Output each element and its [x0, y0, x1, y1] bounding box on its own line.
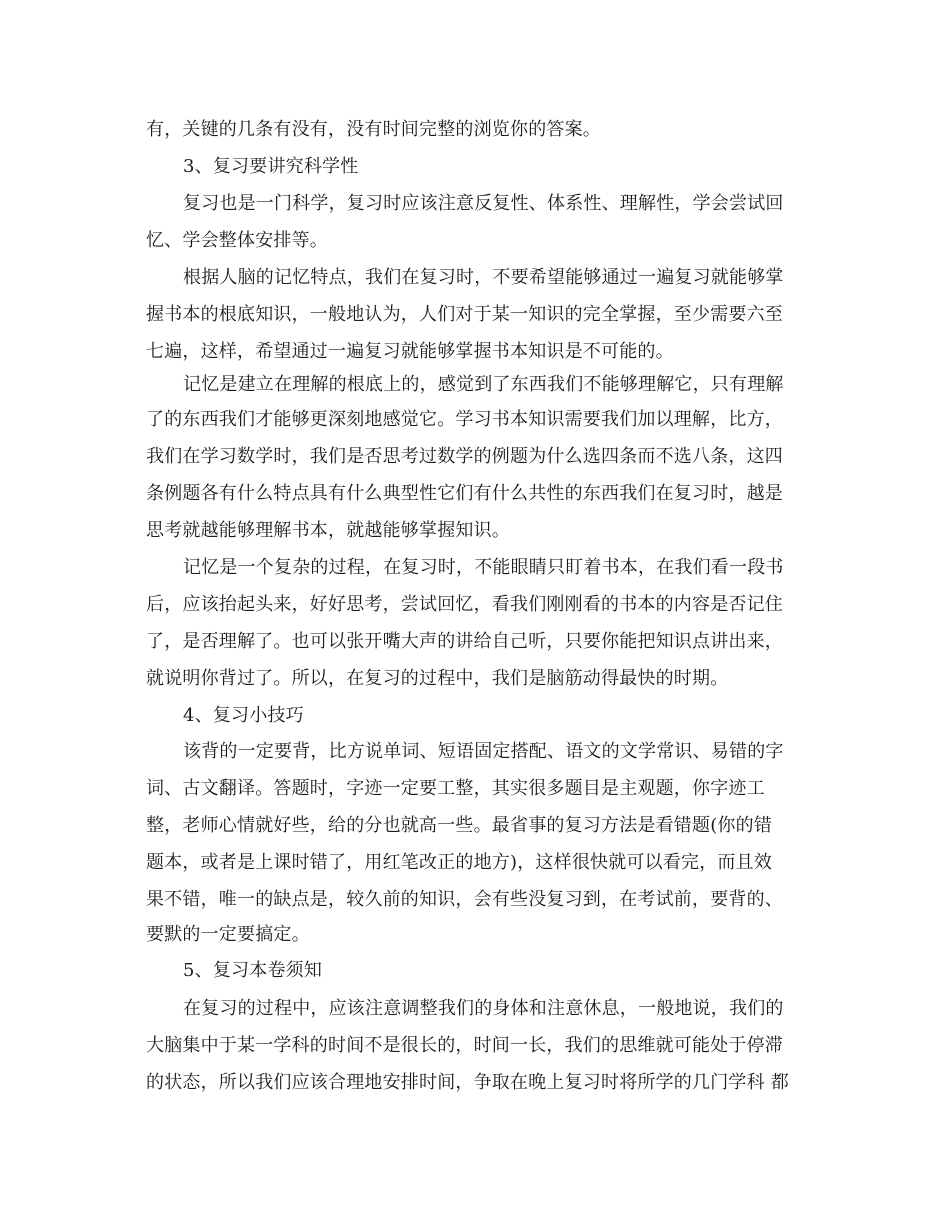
section-heading: 5、复习本卷须知 [183, 960, 323, 981]
text-line: 果不错，唯一的缺点是，较久前的知识，会有些没复习到，在考试前，要背的、 [146, 889, 783, 910]
text-line: 了，是否理解了。也可以张开嘴大声的讲给自己听，只要你能把知识点讲出来， [146, 631, 783, 652]
text-line: 要默的一定要搞定。 [146, 924, 310, 945]
text-line: 题本，或者是上课时错了，用红笔改正的地方)，这样很快就可以看完，而且效 [146, 852, 773, 873]
text-line: 条例题各有什么特点具有什么典型性它们有什么共性的东西我们在复习时，越是 [146, 483, 783, 504]
text-line: 后，应该抬起头来，好好思考，尝试回忆，看我们刚刚看的书本的内容是否记住 [146, 594, 783, 615]
text-line: 记忆是一个复杂的过程，在复习时，不能眼睛只盯着书本，在我们看一段书 [183, 557, 784, 578]
text-line: 有，关键的几条有没有，没有时间完整的浏览你的答案。 [146, 119, 601, 140]
text-line: 忆、学会整体安排等。 [146, 230, 328, 251]
text-line: 整，老师心情就好些，给的分也就高一些。最省事的复习方法是看错题(你的错 [146, 815, 773, 836]
text-line: 了的东西我们才能够更深刻地感觉它。学习书本知识需要我们加以理解，比方， [146, 409, 783, 430]
text-line: 大脑集中于某一学科的时间不是很长的，时间一长，我们的思维就可能处于停滞 [146, 1035, 783, 1056]
text-line: 的状态，所以我们应该合理地安排时间，争取在晚上复习时将所学的几门学科 都 [146, 1072, 789, 1093]
text-line: 握书本的根底知识，一般地认为，人们对于某一知识的完全掌握，至少需要六至 [146, 304, 783, 325]
text-line: 七遍，这样，希望通过一遍复习就能够掌握书本知识是不可能的。 [146, 341, 674, 362]
text-line: 记忆是建立在理解的根底上的，感觉到了东西我们不能够理解它，只有理解 [183, 374, 784, 395]
text-line: 该背的一定要背，比方说单词、短语固定搭配、语文的文学常识、易错的字 [183, 741, 784, 762]
text-line: 根据人脑的记忆特点，我们在复习时，不要希望能够通过一遍复习就能够掌 [183, 267, 784, 288]
text-line: 就说明你背过了。所以，在复习的过程中，我们是脑筋动得最快的时期。 [146, 668, 729, 689]
section-heading: 3、复习要讲究科学性 [183, 156, 359, 177]
section-heading: 4、复习小技巧 [183, 705, 304, 726]
text-line: 词、古文翻译。答题时，字迹一定要工整，其实很多题目是主观题，你字迹工 [146, 778, 765, 799]
text-line: 思考就越能够理解书本，就越能够掌握知识。 [146, 520, 510, 541]
text-line: 在复习的过程中，应该注意调整我们的身体和注意休息，一般地说，我们的 [183, 998, 784, 1019]
text-line: 复习也是一门科学，复习时应该注意反复性、体系性、理解性，学会尝试回 [183, 193, 784, 214]
text-line: 我们在学习数学时，我们是否思考过数学的例题为什么选四条而不选八条，这四 [146, 446, 783, 467]
